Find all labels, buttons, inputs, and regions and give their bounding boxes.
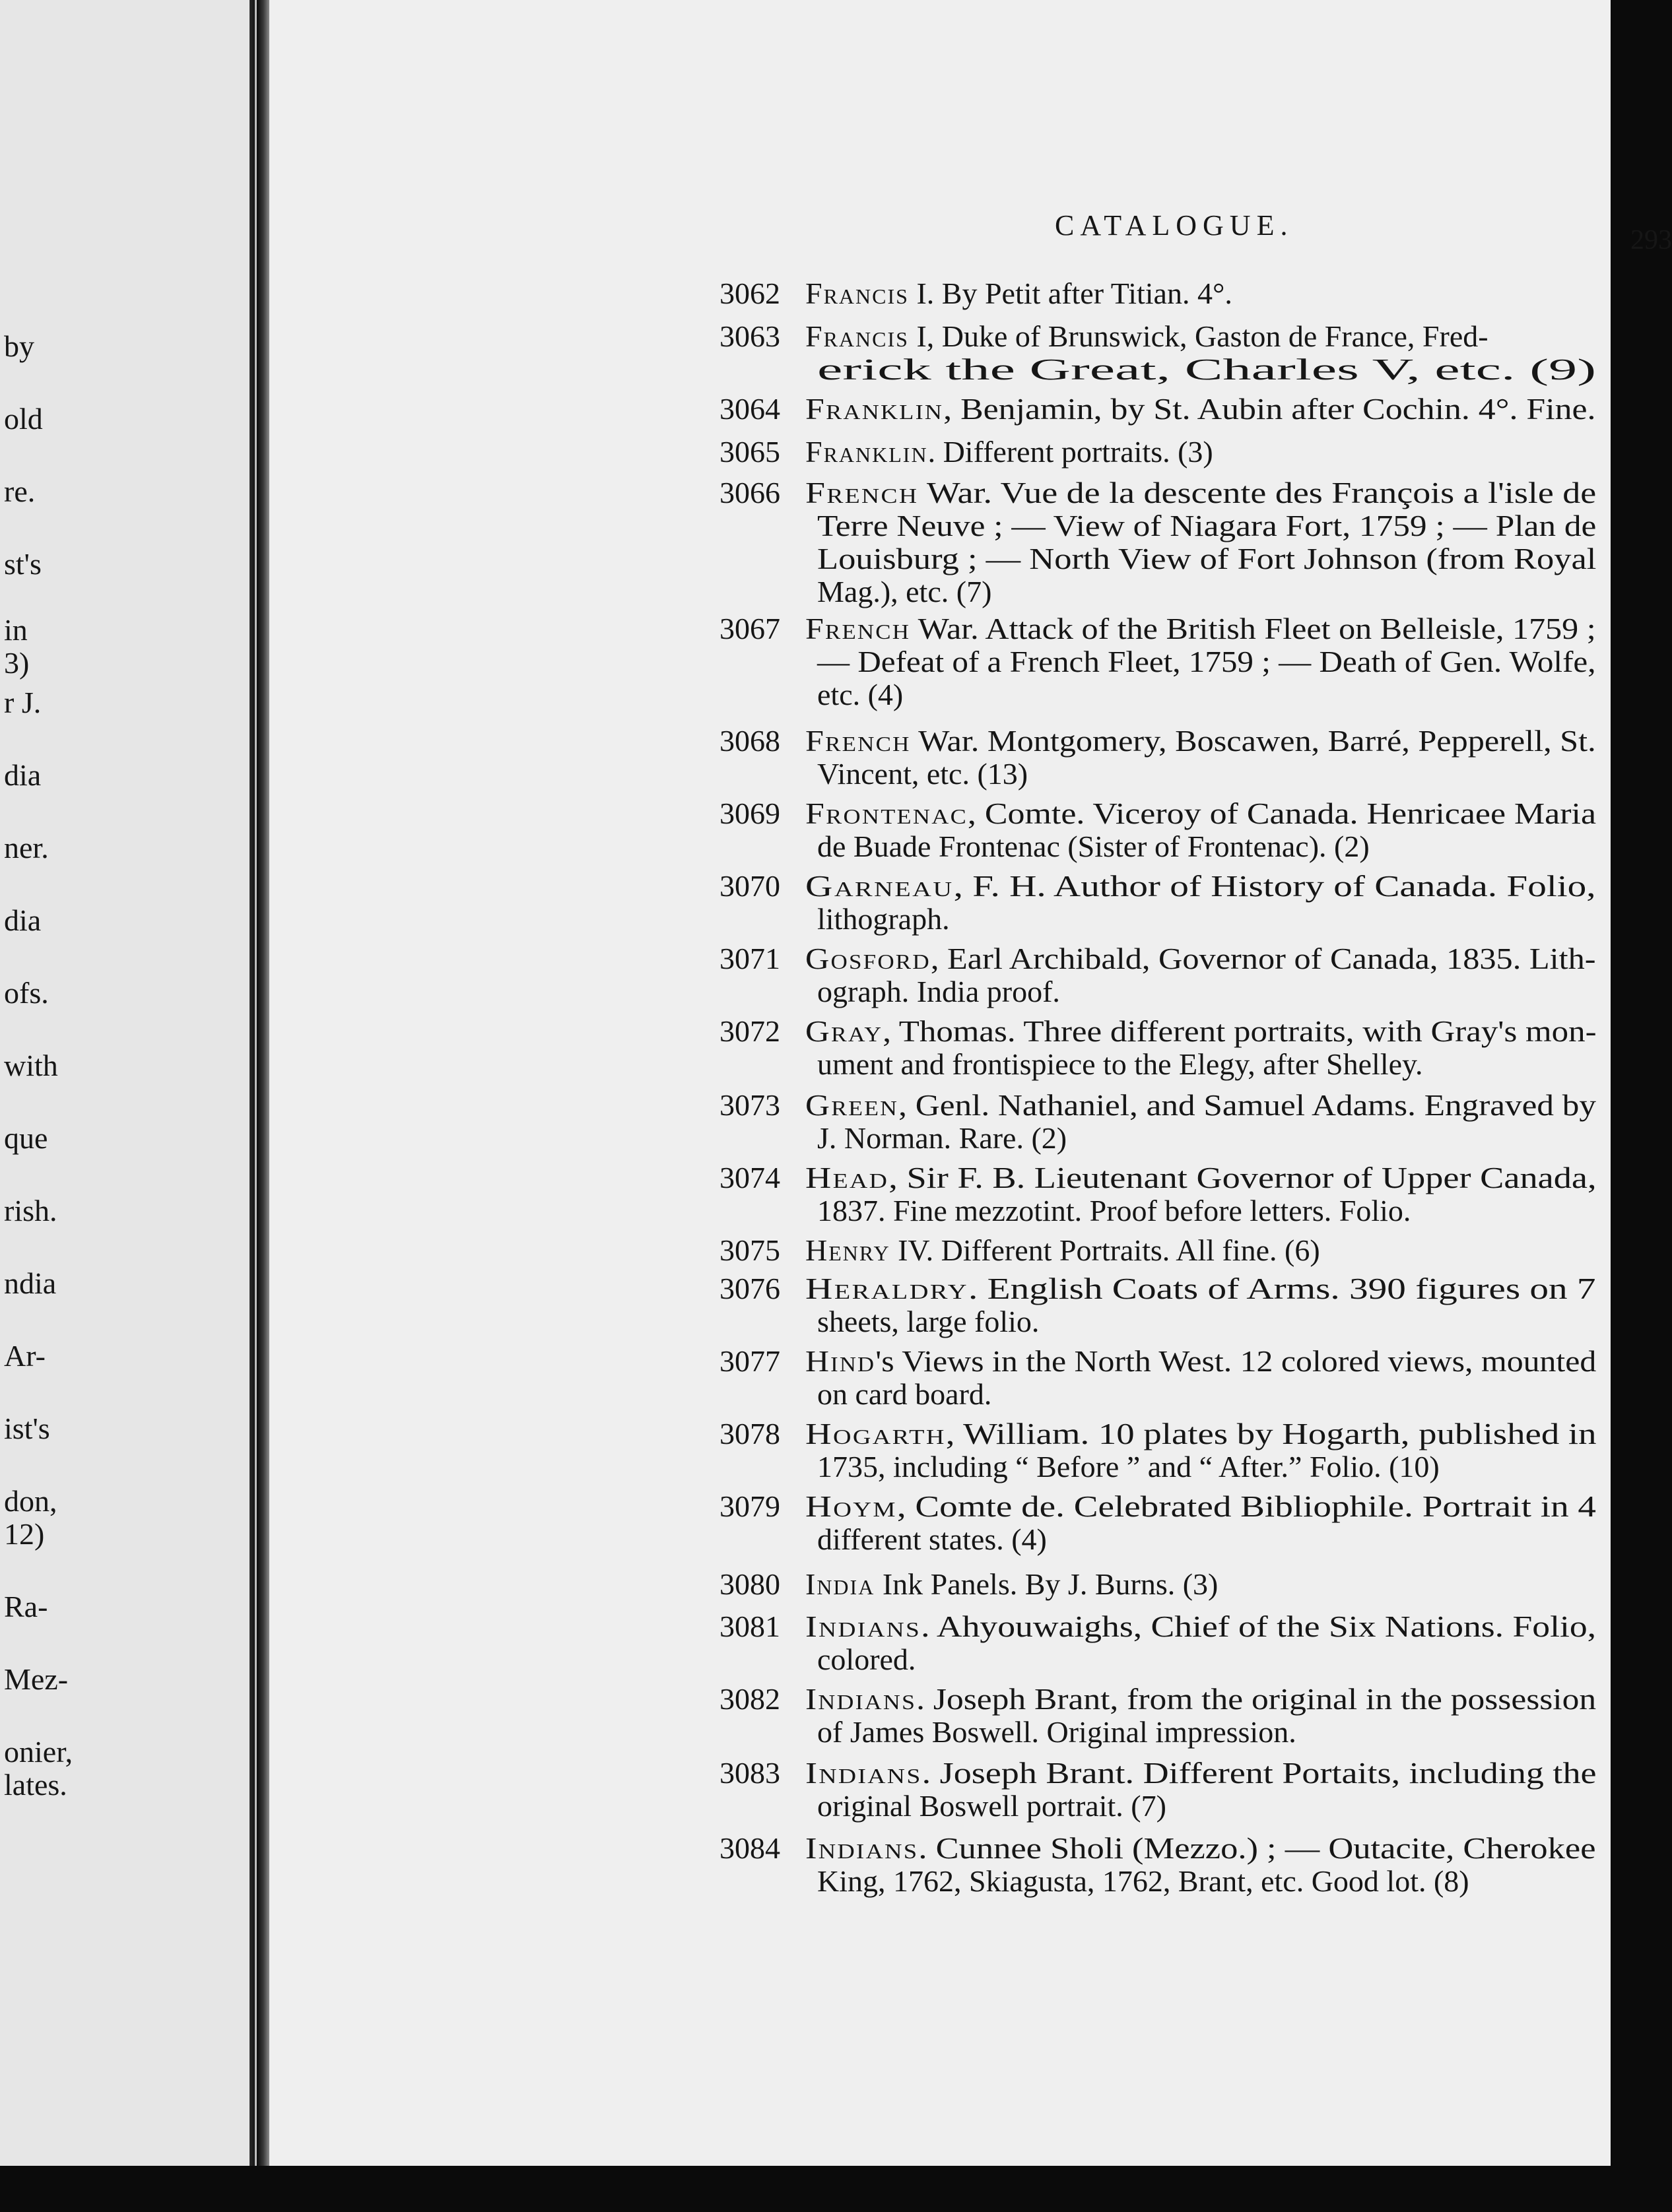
entry-text: , Comte. Viceroy of Canada. Henricaee Maria [967,797,1597,830]
entry-heading-name: Franklin [805,435,928,469]
entry-first-line [805,1345,1596,1378]
left-margin-fragment: don, [4,1484,57,1518]
left-margin-fragment: Mez- [4,1662,69,1696]
lot-number: 3074 [719,1161,780,1194]
entry-text: . English Coats of Arms. 390 figures on 7 [968,1272,1596,1305]
entry-continuation-line [817,1716,1296,1749]
entry-first-line [805,1610,1596,1643]
entry-continuation-line [817,1048,1423,1081]
entry-text: Ink Panels. By J. Burns. (3) [875,1567,1219,1601]
entry-text: War. Attack of the British Fleet on Belleisle, 1759 ; [910,612,1596,645]
entry-first-line [805,942,1596,975]
left-margin-fragment: lates. [4,1768,67,1802]
left-margin-fragment: 3) [4,646,30,680]
entry-text: . Joseph Brant. Different Portaits, including the [921,1756,1597,1790]
left-margin-fragment: Ar- [4,1339,46,1373]
entry-text: , Sir F. B. Lieutenant Governor of Upper Canada, [888,1161,1597,1194]
lot-number: 3064 [719,392,780,426]
entry-heading-name: Hoym [805,1489,897,1523]
entry-continuation-line [817,678,903,711]
left-margin-fragment: in [4,613,28,647]
entry-first-line [805,1272,1596,1305]
entry-text: Louisburg ; — North View of Fort Johnson (from Royal [817,542,1597,575]
entry-text: J. Norman. Rare. (2) [817,1121,1067,1155]
entry-heading-name: Green [805,1088,899,1122]
entry-heading-name: Gray [805,1014,883,1048]
entry-first-line [805,436,1213,469]
lot-number: 3065 [719,435,780,469]
entry-heading-name: French [805,612,911,645]
lot-number: 3070 [719,869,780,903]
entry-text: I, Duke of Brunswick, Gaston de France, Fred- [908,319,1488,353]
left-margin-fragment: r J. [4,686,42,719]
lot-number: 3063 [719,319,780,353]
entry-text: Terre Neuve ; — View of Niagara Fort, 1759 ; — Plan de [817,509,1597,542]
entry-text: colored. [817,1643,916,1676]
entry-first-line [805,1234,1320,1267]
scan-border [0,2166,1611,2212]
left-margin-fragment: old [4,402,43,436]
lot-number: 3078 [719,1417,780,1450]
left-margin-fragment: by [4,329,34,363]
left-margin-fragment: que [4,1121,48,1155]
entry-heading-name: Garneau [805,869,954,903]
entry-continuation-line [817,353,1596,386]
left-margin-fragment: dia [4,758,42,792]
lot-number: 3083 [719,1756,780,1790]
left-margin-fragment: onier, [4,1735,73,1769]
entry-text: 1837. Fine mezzotint. Proof before letters. Folio. [817,1194,1411,1227]
entry-first-line [805,1683,1596,1716]
entry-continuation-line [817,975,1060,1008]
entry-continuation-line [817,1305,1039,1338]
entry-text: , Earl Archibald, Governor of Canada, 1835. Lith- [930,942,1596,975]
entry-text: . Different portraits. (3) [927,435,1213,469]
lot-number: 3068 [719,724,780,758]
entry-text: War. Montgomery, Boscawen, Barré, Pepperell, St. [910,724,1596,758]
left-margin-fragment: Ra- [4,1590,48,1623]
entry-heading-name: Head [805,1161,889,1194]
left-margin-fragment: ist's [4,1412,50,1445]
lot-number: 3079 [719,1489,780,1523]
entry-first-line [805,725,1596,758]
entry-text: etc. (4) [817,678,904,711]
entry-heading-name: India [805,1567,875,1601]
entry-heading-name: Gosford [805,942,931,975]
entry-continuation-line [817,903,950,936]
entry-text: original Boswell portrait. (7) [817,1789,1166,1823]
lot-number: 3075 [719,1233,780,1267]
entry-first-line [805,870,1596,903]
entry-text: Mag.), etc. (7) [817,575,992,608]
lot-number: 3081 [719,1610,780,1643]
entry-continuation-line [817,509,1596,542]
entry-first-line [805,277,1232,310]
entry-text: Vincent, etc. (13) [817,757,1028,791]
entry-first-line [805,797,1596,830]
left-margin-fragment: 12) [4,1517,45,1551]
entry-continuation-line [817,830,1370,863]
left-margin-fragment: ofs. [4,976,49,1010]
entry-heading-name: Hogarth [805,1417,946,1450]
entry-heading-name: Indians [805,1756,922,1790]
entry-continuation-line [817,1194,1411,1227]
entry-text: erick the Great, Charles V, etc. (9) [817,352,1597,386]
entry-text: , William. 10 plates by Hogarth, published in [945,1417,1597,1450]
catalogue-page [269,0,1672,2166]
left-margin-fragment: ndia [4,1266,57,1300]
entry-first-line [805,1757,1596,1790]
facing-page-fragment [0,0,250,2171]
entry-heading-name: Indians [805,1831,919,1865]
entry-text: War. Vue de la descente des François a l'isle de [918,476,1597,509]
entry-text: on card board. [817,1377,992,1411]
lot-number: 3080 [719,1567,780,1601]
entry-text: , Genl. Nathaniel, and Samuel Adams. Engraved by [898,1088,1596,1122]
entry-text: IV. Different Portraits. All fine. (6) [890,1233,1320,1267]
entry-heading-name: French [805,724,911,758]
entry-continuation-line [817,645,1595,678]
entry-first-line [805,476,1596,509]
entry-continuation-line [817,758,1028,791]
left-margin-fragment: ner. [4,831,49,864]
left-margin-fragment: dia [4,903,42,937]
binding-thread [255,0,257,2178]
lot-number: 3082 [719,1682,780,1716]
entry-first-line [805,1161,1597,1194]
entry-text: I. By Petit after Titian. 4°. [908,276,1232,310]
left-margin-fragment: st's [4,547,42,581]
entry-heading-name: Heraldry [805,1272,969,1305]
entry-text: — Defeat of a French Fleet, 1759 ; — Death of Gen. Wolfe, [817,645,1596,678]
entry-heading-name: Franklin [805,392,944,426]
lot-number: 3071 [719,942,780,975]
page-number: 293 [1630,225,1672,255]
entry-text: sheets, large folio. [817,1305,1040,1338]
book-gutter [250,0,269,2178]
lot-number: 3084 [719,1831,780,1865]
entry-first-line [805,1568,1218,1601]
entry-first-line [805,1089,1596,1122]
entry-continuation-line [817,542,1596,575]
entry-continuation-line [817,575,991,608]
entry-text: lithograph. [817,902,950,936]
entry-text: King, 1762, Skiagusta, 1762, Brant, etc. Good lot. (8) [817,1864,1469,1898]
entry-text: , F. H. Author of History of Canada. Folio, [953,869,1596,903]
running-head: CATALOGUE. [1055,209,1294,242]
entry-first-line [805,1490,1596,1523]
entry-text: ograph. India proof. [817,975,1060,1008]
entry-continuation-line [817,1865,1469,1898]
lot-number: 3062 [719,276,780,310]
entry-heading-name: French [805,476,919,509]
entry-continuation-line [817,1523,1047,1556]
entry-text: ument and frontispiece to the Elegy, after Shelley. [817,1047,1423,1081]
entry-text: 's Views in the North West. 12 colored views, mounted [875,1344,1597,1378]
left-margin-fragment: with [4,1049,58,1082]
entry-heading-name: Francis [805,276,909,310]
entry-heading-name: Indians [805,1682,917,1716]
entry-continuation-line [817,1378,991,1411]
entry-text: 1735, including “ Before ” and “ After.” Folio. (10) [817,1450,1440,1483]
lot-number: 3073 [719,1088,780,1122]
left-margin-fragment: re. [4,474,36,508]
entry-continuation-line [817,1790,1166,1823]
entry-heading-name: Hind [805,1344,876,1378]
lot-number: 3069 [719,797,780,830]
lot-number: 3072 [719,1014,780,1048]
left-margin-fragment: rish. [4,1194,57,1227]
entry-text: . Cunnee Sholi (Mezzo.) ; — Outacite, Cherokee [918,1831,1596,1865]
entry-first-line [805,612,1596,645]
entry-text: , Comte de. Celebrated Bibliophile. Portrait in 4 [896,1489,1596,1523]
entry-text: . Joseph Brant, from the original in the possession [916,1682,1597,1716]
entry-continuation-line [817,1450,1440,1483]
entry-text: . Ahyouwaighs, Chief of the Six Nations. Folio, [921,1610,1597,1643]
entry-first-line [805,1417,1597,1450]
entry-first-line [805,320,1488,353]
entry-heading-name: Frontenac [805,797,968,830]
entry-first-line [805,1015,1597,1048]
entry-heading-name: Francis [805,319,909,353]
entry-heading-name: Indians [805,1610,921,1643]
lot-number: 3066 [719,476,780,509]
lot-number: 3067 [719,612,780,645]
entry-first-line [805,393,1596,426]
entry-continuation-line [817,1643,916,1676]
lot-number: 3077 [719,1344,780,1378]
entry-text: , Thomas. Three different portraits, with Gray's mon- [883,1014,1597,1048]
entry-first-line [805,1832,1595,1865]
entry-continuation-line [817,1122,1067,1155]
lot-number: 3076 [719,1272,780,1305]
entry-text: , Benjamin, by St. Aubin after Cochin. 4°. Fine. [943,392,1596,426]
entry-text: of James Boswell. Original impression. [817,1715,1296,1749]
entry-heading-name: Henry [805,1233,890,1267]
entry-text: de Buade Frontenac (Sister of Frontenac). (2) [817,830,1370,863]
entry-text: different states. (4) [817,1522,1047,1556]
